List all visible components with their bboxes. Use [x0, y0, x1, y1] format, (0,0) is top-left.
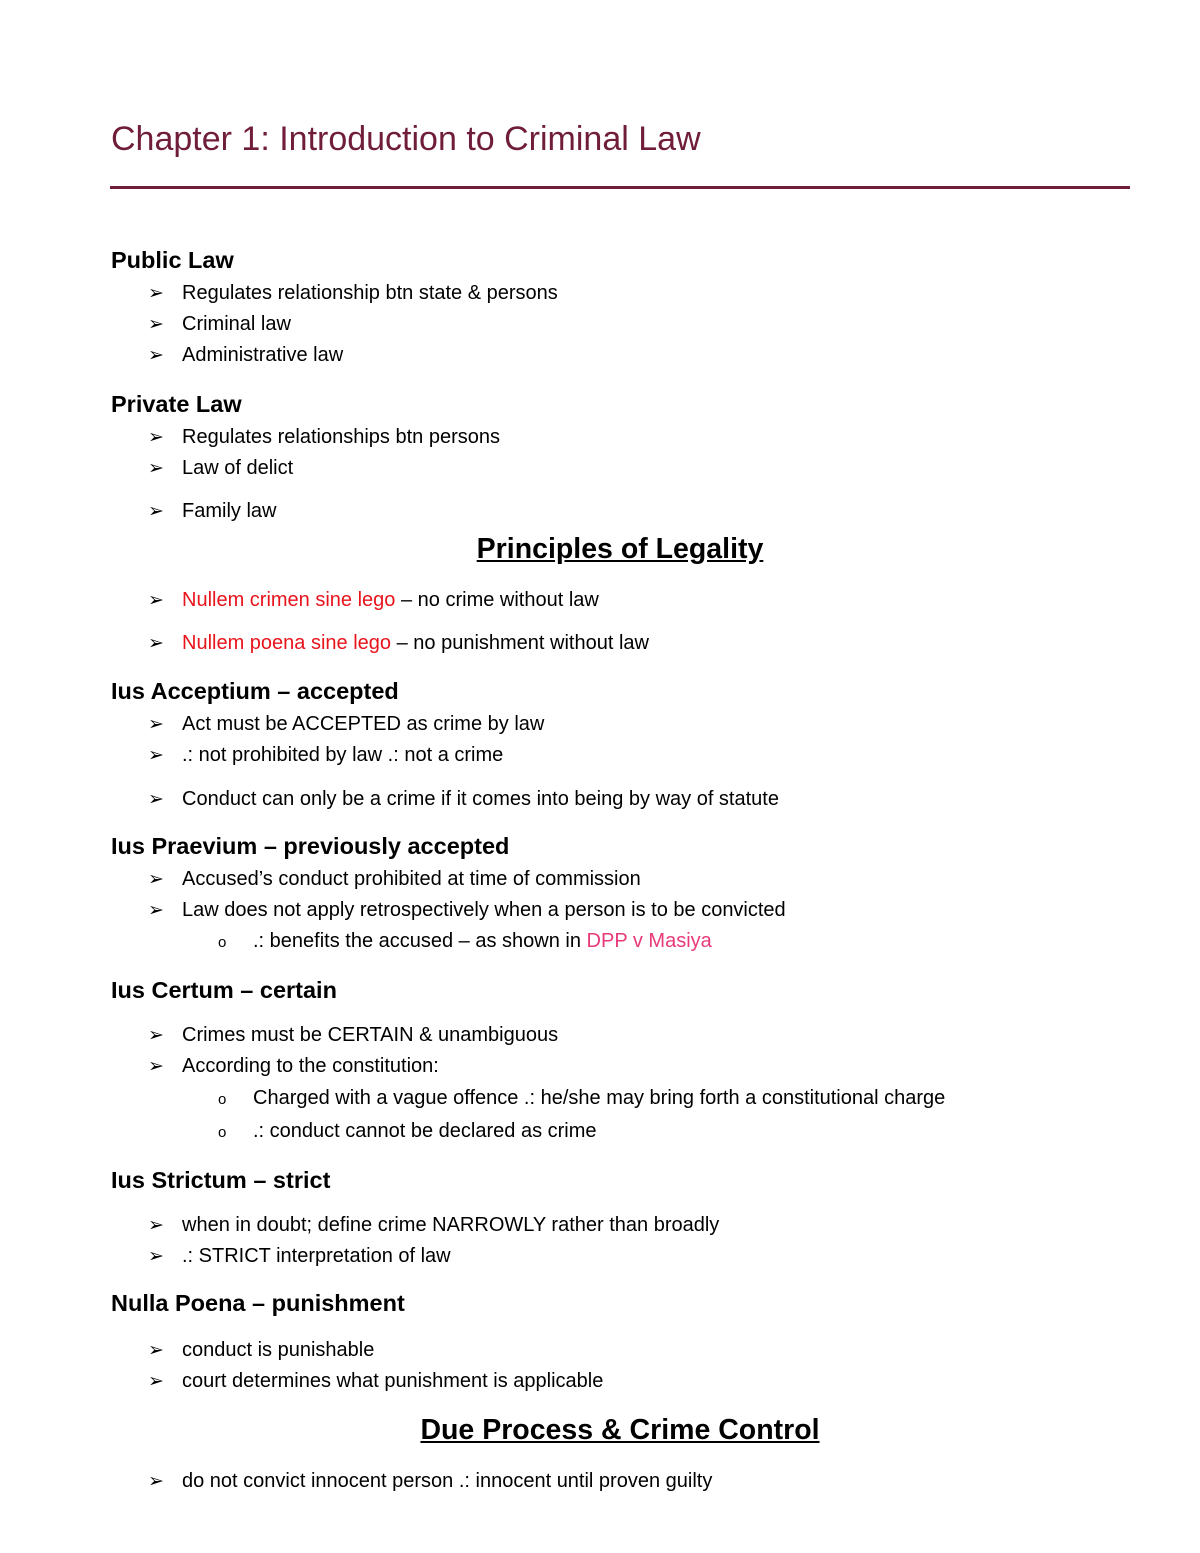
- sub-list-item: o .: conduct cannot be declared as crime: [218, 1120, 597, 1142]
- arrow-bullet-icon: ➢: [148, 1215, 164, 1236]
- arrow-bullet-icon: ➢: [148, 283, 164, 304]
- arrow-bullet-icon: ➢: [148, 1246, 164, 1267]
- arrow-bullet-icon: ➢: [148, 314, 164, 335]
- sub-list-item: o .: benefits the accused – as shown in DPP v Masiya: [218, 930, 712, 952]
- arrow-bullet-icon: ➢: [148, 789, 164, 810]
- arrow-bullet-icon: ➢: [148, 458, 164, 479]
- arrow-bullet-icon: ➢: [148, 1471, 164, 1492]
- arrow-bullet-icon: ➢: [148, 1056, 164, 1077]
- list-item: ➢ Nullem crimen sine lego – no crime without law: [148, 589, 599, 611]
- arrow-bullet-icon: ➢: [148, 900, 164, 921]
- section-heading-ius-acceptium: Ius Acceptium – accepted: [111, 678, 399, 704]
- arrow-bullet-icon: ➢: [148, 345, 164, 366]
- list-item: ➢ Family law: [148, 500, 277, 522]
- section-heading-principles-of-legality: Principles of Legality: [476, 533, 764, 565]
- section-heading-due-process: Due Process & Crime Control: [420, 1414, 820, 1446]
- list-item: ➢ when in doubt; define crime NARROWLY rather than broadly: [148, 1214, 720, 1236]
- list-item: ➢ Act must be ACCEPTED as crime by law: [148, 713, 545, 735]
- arrow-bullet-icon: ➢: [148, 633, 164, 654]
- list-item: ➢ According to the constitution:: [148, 1055, 439, 1077]
- list-item: ➢ Conduct can only be a crime if it comes into being by way of statute: [148, 788, 779, 810]
- list-item: ➢ conduct is punishable: [148, 1339, 375, 1361]
- latin-term: Nullem poena sine lego: [182, 632, 392, 654]
- section-heading-nulla-poena: Nulla Poena – punishment: [111, 1290, 405, 1316]
- arrow-bullet-icon: ➢: [148, 1025, 164, 1046]
- arrow-bullet-icon: ➢: [148, 501, 164, 522]
- list-item: ➢ Law of delict: [148, 457, 294, 479]
- latin-term: Nullem crimen sine lego: [182, 589, 396, 611]
- list-item: ➢ Administrative law: [148, 344, 344, 366]
- arrow-bullet-icon: ➢: [148, 427, 164, 448]
- list-item: ➢ Crimes must be CERTAIN & unambiguous: [148, 1024, 559, 1046]
- section-heading-private-law: Private Law: [111, 391, 242, 417]
- arrow-bullet-icon: ➢: [148, 745, 164, 766]
- circle-bullet-icon: o: [218, 1091, 227, 1108]
- section-heading-public-law: Public Law: [111, 247, 234, 273]
- list-item: ➢ court determines what punishment is applicable: [148, 1370, 604, 1392]
- list-item: ➢ .: STRICT interpretation of law: [148, 1245, 451, 1267]
- list-item: ➢ Accused’s conduct prohibited at time of commission: [148, 868, 641, 890]
- list-item: ➢ .: not prohibited by law .: not a crime: [148, 744, 504, 766]
- list-item: ➢ Nullem poena sine lego – no punishment without law: [148, 632, 649, 654]
- case-reference: DPP v Masiya: [586, 930, 712, 952]
- arrow-bullet-icon: ➢: [148, 869, 164, 890]
- list-item: ➢ Regulates relationship btn state & persons: [148, 282, 558, 304]
- section-heading-ius-certum: Ius Certum – certain: [111, 977, 337, 1003]
- section-heading-ius-praevium: Ius Praevium – previously accepted: [111, 833, 510, 859]
- title-divider: [110, 186, 1130, 189]
- list-item: ➢ Regulates relationships btn persons: [148, 426, 500, 448]
- page-title: Chapter 1: Introduction to Criminal Law: [111, 120, 701, 158]
- circle-bullet-icon: o: [218, 1124, 227, 1141]
- list-item: ➢ do not convict innocent person .: innocent until proven guilty: [148, 1470, 713, 1492]
- list-item: ➢ Law does not apply retrospectively when a person is to be convicted: [148, 899, 786, 921]
- arrow-bullet-icon: ➢: [148, 1340, 164, 1361]
- section-heading-ius-strictum: Ius Strictum – strict: [111, 1167, 331, 1193]
- list-item: ➢ Criminal law: [148, 313, 291, 335]
- circle-bullet-icon: o: [218, 934, 227, 951]
- arrow-bullet-icon: ➢: [148, 714, 164, 735]
- sub-list-item: o Charged with a vague offence .: he/she may bring forth a constitutional charge: [218, 1087, 946, 1109]
- arrow-bullet-icon: ➢: [148, 1371, 164, 1392]
- arrow-bullet-icon: ➢: [148, 590, 164, 611]
